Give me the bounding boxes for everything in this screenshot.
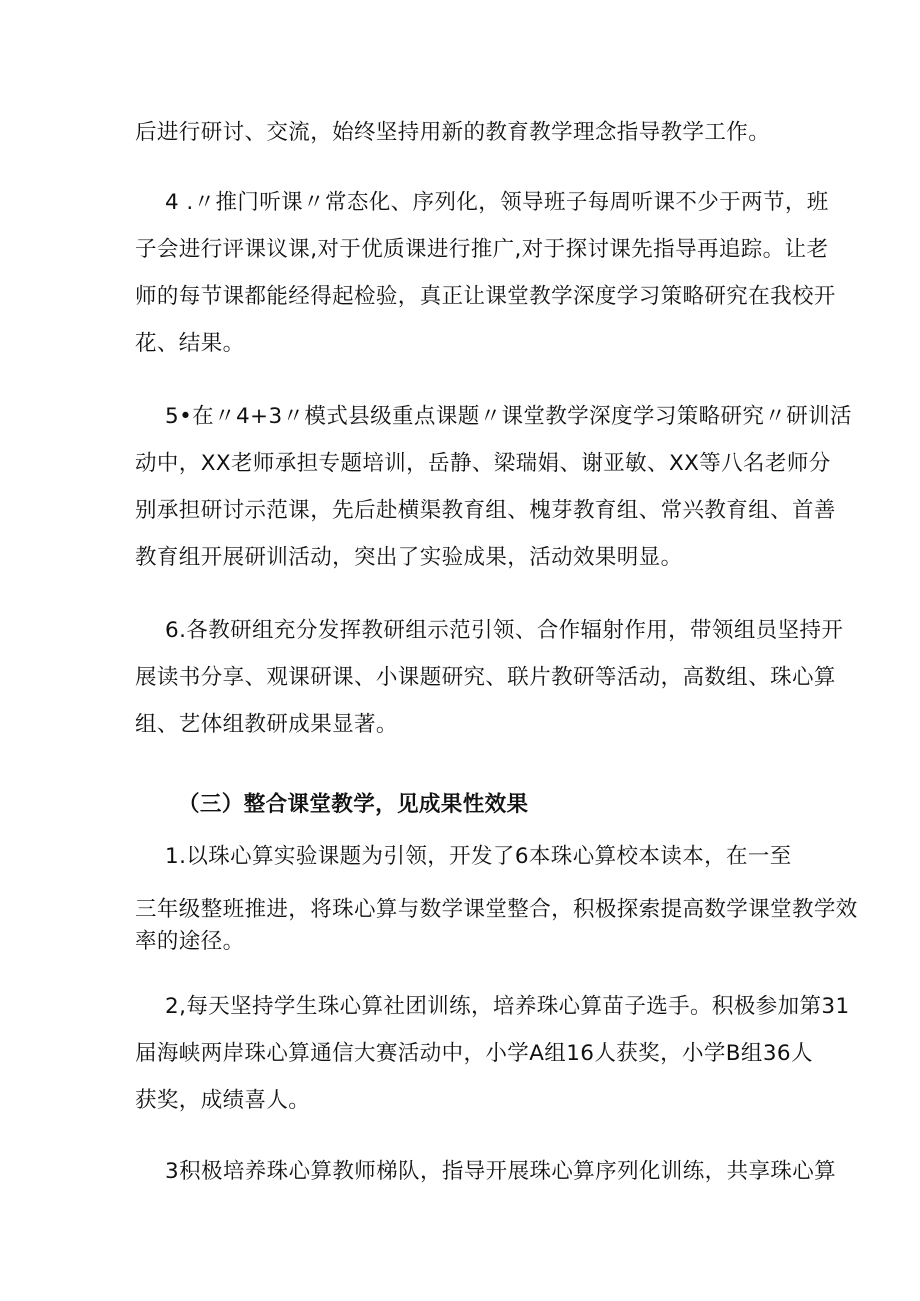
paragraph-line: 1.以珠心算实验课题为引领，开发了6本珠心算校本读本，在一至 <box>165 844 792 869</box>
paragraph-line: 3积极培养珠心算教师梯队，指导开展珠心算序列化训练，共享珠心算 <box>165 1159 837 1184</box>
paragraph-line: 后进行研讨、交流，始终坚持用新的教育教学理念指导教学工作。 <box>135 120 771 145</box>
paragraph-line: 别承担研讨示范课，先后赴横渠教育组、槐芽教育组、常兴教育组、首善 <box>135 498 836 523</box>
paragraph-line: 届海峡两岸珠心算通信大赛活动中，小学A组16人获奖，小学B组36人 <box>135 1041 813 1066</box>
paragraph-line: 展读书分享、观课研课、小课题研究、联片教研等活动，高数组、珠心算 <box>135 665 836 690</box>
paragraph-line: 三年级整班推进，将珠心算与数学课堂整合，积极探索提高数学课堂教学效 <box>135 897 858 922</box>
section-heading: （三）整合课堂教学，见成果性效果 <box>178 792 529 817</box>
paragraph-line: 花、结果。 <box>135 331 245 356</box>
paragraph-line: 教育组开展研训活动，突出了实验成果，活动效果明显。 <box>135 545 683 570</box>
paragraph-line: 动中，XX老师承担专题培训，岳静、梁瑞娟、谢亚敏、XX等八名老师分 <box>135 451 831 476</box>
paragraph-line: 子会进行评课议课,对于优质课进行推广,对于探讨课先指导再追踪。让老 <box>135 237 829 262</box>
paragraph-line: 组、艺体组教研成果显著。 <box>135 712 398 737</box>
paragraph-line: 获奖，成绩喜人。 <box>135 1088 311 1113</box>
paragraph-line: 率的途径。 <box>135 929 245 954</box>
paragraph-line: 6.各教研组充分发挥教研组示范引领、合作辐射作用，带领组员坚持开 <box>165 618 844 643</box>
paragraph-line: 5•在〃4+3〃模式县级重点课题〃课堂教学深度学习策略研究〃研训活 <box>165 404 852 429</box>
paragraph-line: 4 .〃推门听课〃常态化、序列化，领导班子每周听课不少于两节，班 <box>165 190 829 215</box>
paragraph-line: 师的每节课都能经得起检验，真正让课堂教学深度学习策略研究在我校开 <box>135 284 836 309</box>
paragraph-line: 2,每天坚持学生珠心算社团训练，培养珠心算苗子选手。积极参加第31 <box>165 994 850 1019</box>
